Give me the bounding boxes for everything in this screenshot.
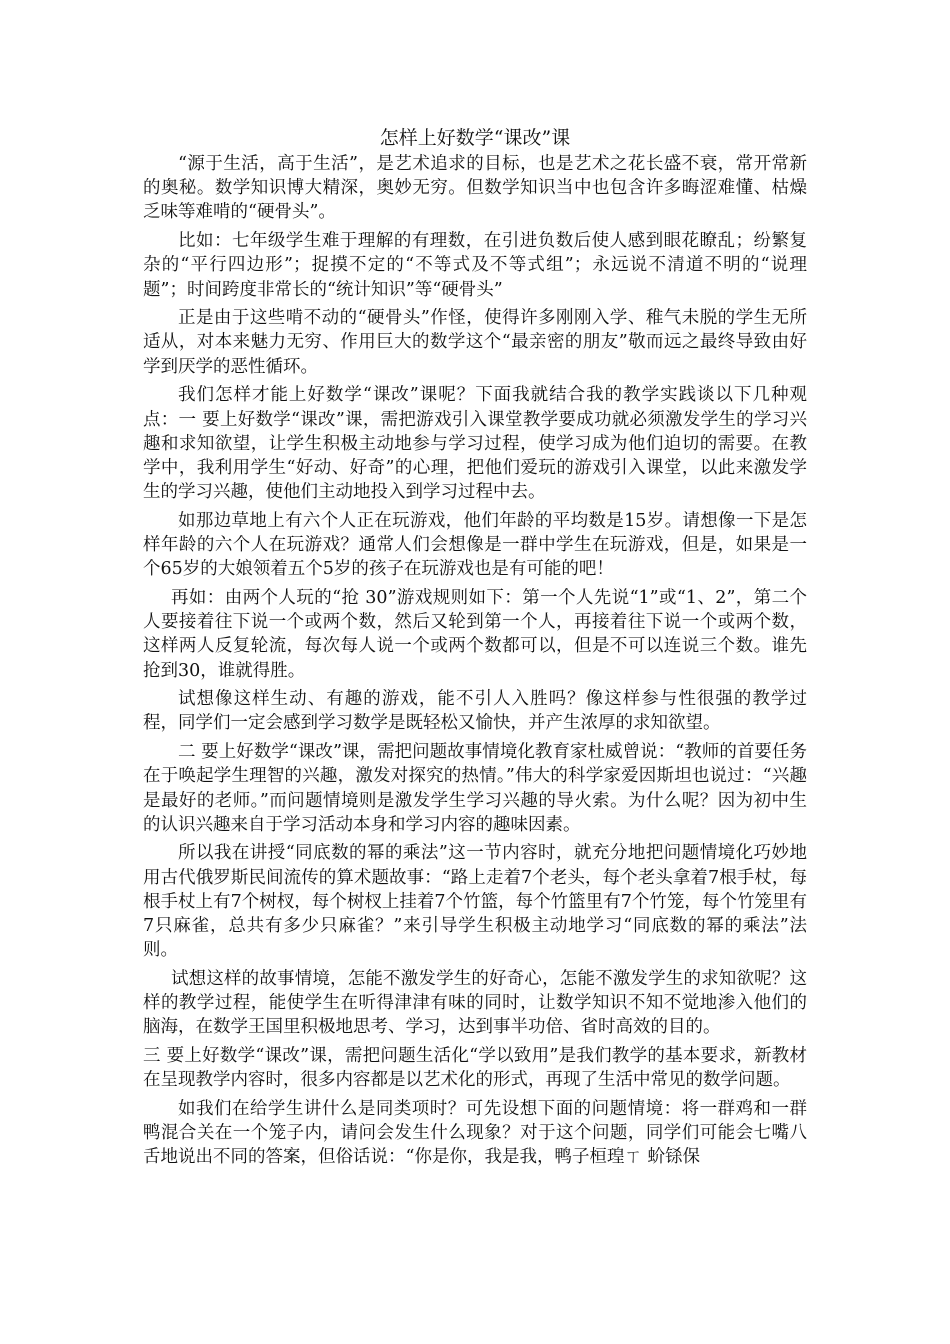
paragraph-point-two: 二 要上好数学“课改”课，需把问题故事情境化教育家杜威曾说：“教师的首要任务在于唤起学生理智的兴趣，激发对探究的热情。”伟大的科学家爱因斯坦也说过：“兴趣是最好的老师。”而问题情境则是激发学生学习兴趣的导火索。为什么呢？因为初中生的认识兴趣来自于学习活动本身和学习内容的趣味因素。 — [143, 742, 807, 835]
paragraph-intro: “源于生活，高于生活”，是艺术追求的目标，也是艺术之花长盛不衰，常开常新的奥秘。数学知识博大精深，奥妙无穷。但数学知识当中也包含许多晦涩难懂、枯燥乏味等难啃的“硬骨头”。 — [143, 154, 807, 223]
paragraph-story-reflection: 试想这样的故事情境，怎能不激发学生的好奇心，怎能不激发学生的求知欲呢？这样的教学过程，能使学生在听得津津有味的同时，让数学知识不知不觉地渗入他们的脑海，在数学王国里积极地思考、学习，达到事半功倍、省时高效的目的。 — [143, 969, 807, 1038]
document-title: 怎样上好数学“课改”课 — [379, 127, 571, 149]
paragraph-game-reflection: 试想像这样生动、有趣的游戏，能不引人入胜吗？像这样参与性很强的教学过程，同学们一定会感到学习数学是既轻松又愉快，并产生浓厚的求知欲望。 — [143, 689, 807, 734]
document-body — [143, 126, 807, 1174]
paragraph-consequence: 正是由于这些啃不动的“硬骨头”作怪，使得许多刚刚入学、稚气未脱的学生无所适从，对本来魅力无穷、作用巨大的数学这个“最亲密的朋友”敬而远之最终导致由好学到厌学的恶性循环。 — [143, 308, 807, 377]
paragraph-grab-30-game: 再如：由两个人玩的“抢 30”游戏规则如下：第一个人先说“1”或“1、2”，第二个人要接着往下说一个或两个数，然后又轮到第一个人，再接着往下说一个或两个数，这样两人反复轮流，每次每人说一个或两个数都可以，但是不可以连说三个数。谁先抢到30，谁就得胜。 — [143, 587, 807, 681]
paragraph-point-three: 三 要上好数学“课改”课，需把问题生活化“学以致用”是我们教学的基本要求，新教材在呈现教学内容时，很多内容都是以艺术化的形式，再现了生活中常见的数学问题。 — [143, 1046, 807, 1091]
paragraph-like-terms: 如我们在给学生讲什么是同类项时？可先设想下面的问题情境：将一群鸡和一群鸭混合关在一个笼子内，请问会发生什么现象？对于这个问题，同学们可能会七嘴八舌地说出不同的答案，但俗话说：“你是你，我是我，鸭子桓瑝ㄒ 蚧铩保 — [143, 1099, 807, 1168]
paragraph-point-one: 我们怎样才能上好数学“课改”课呢？下面我就结合我的教学实践谈以下几种观点：一 要上好数学“课改”课，需把游戏引入课堂教学要成功就必须激发学生的学习兴趣和求知欲望，让学生积极主动地参与学习过程，使学习成为他们迫切的需要。在教学中，我利用学生“好动、好奇”的心理，把他们爱玩的游戏引入课堂，以此来激发学生的学习兴趣，使他们主动地投入到学习过程中去。 — [143, 385, 807, 503]
paragraph-story-example: 所以我在讲授“同底数的幂的乘法”这一节内容时，就充分地把问题情境化巧妙地用古代俄罗斯民间流传的算术题故事：“路上走着7个老头，每个老头拿着7根手杖，每根手杖上有7个树杈，每个树杈上挂着7个竹篮，每个竹篮里有7个竹笼，每个竹笼里有7只麻雀，总共有多少只麻雀？”来引导学生积极主动地学习“同底数的幂的乘法”法则。 — [143, 843, 807, 961]
paragraph-age-game: 如那边草地上有六个人正在玩游戏，他们年龄的平均数是15岁。请想像一下是怎样年龄的六个人在玩游戏？通常人们会想像是一群中学生在玩游戏，但是，如果是一个65岁的大娘领着五个5岁的孩子在玩游戏也是有可能的吧！ — [143, 510, 807, 580]
paragraph-examples: 比如：七年级学生难于理解的有理数，在引进负数后使人感到眼花瞭乱；纷繁复杂的“平行四边形”；捉摸不定的“不等式及不等式组”；永远说不清道不明的“说理题”；时间跨度非常长的“统计知识”等“硬骨头” — [143, 231, 807, 300]
